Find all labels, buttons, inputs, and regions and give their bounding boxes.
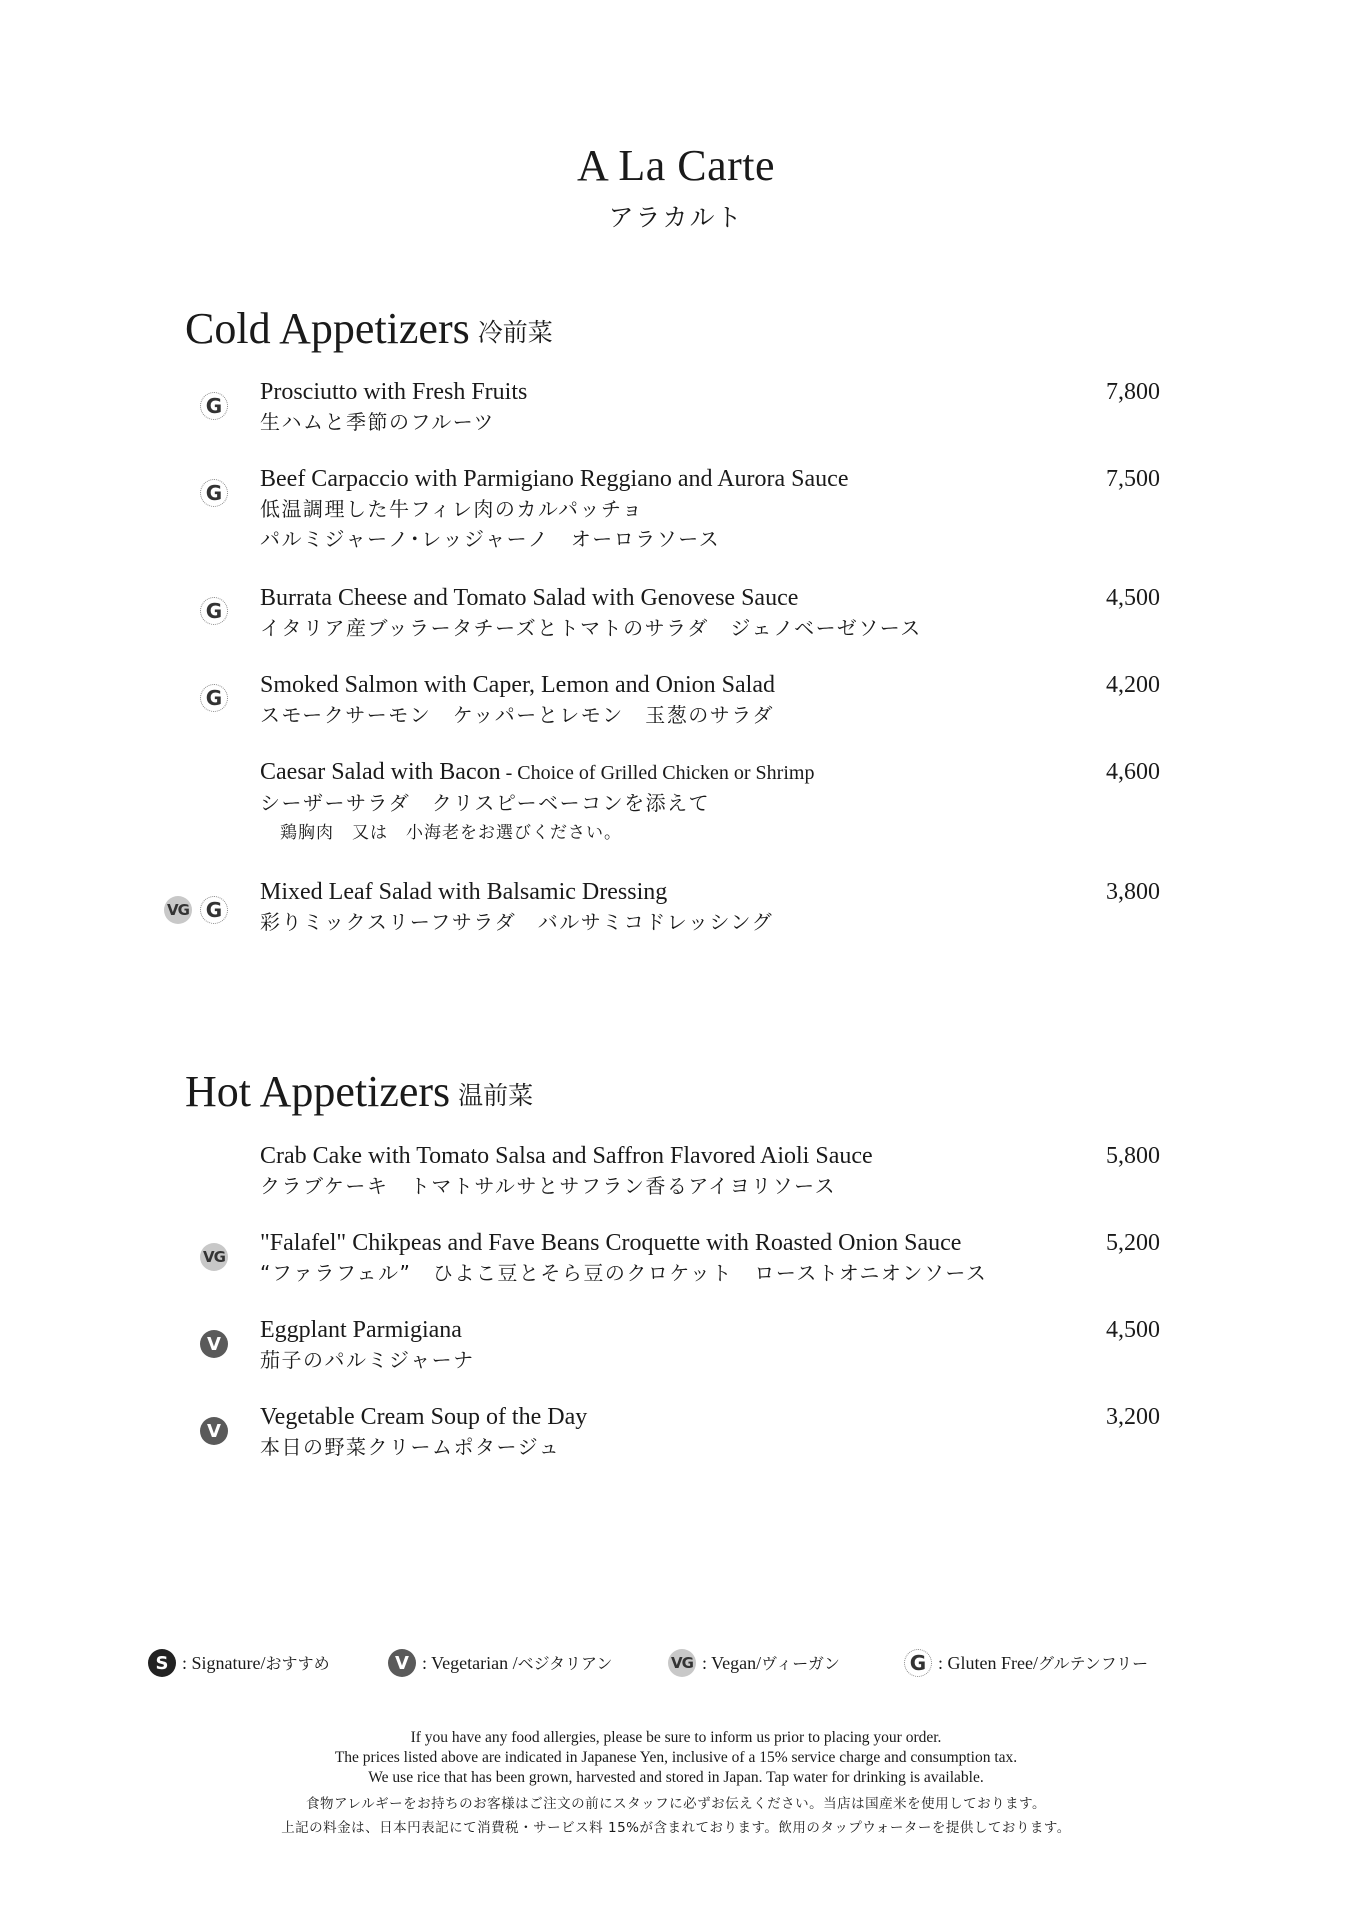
vegan-icon: VG: [200, 1243, 228, 1271]
footer-line: If you have any food allergies, please be sure to inform us prior to placing your order.: [410, 1729, 942, 1746]
item-price: 7,500: [1106, 466, 1160, 492]
legend-label-en: : Vegetarian /: [422, 1653, 518, 1673]
item-name: Mixed Leaf Salad with Balsamic Dressing: [260, 879, 668, 905]
menu-item: [260, 583, 1160, 643]
item-name-jp: イタリア産ブッラータチーズとトマトのサラダ ジェノベーゼソース: [260, 616, 922, 640]
legend-label-en: : Signature/: [182, 1653, 266, 1673]
menu-item: [260, 757, 1160, 848]
item-name: [260, 757, 1160, 788]
legend-label: [182, 1653, 330, 1674]
page-title: A La Carte: [576, 141, 776, 190]
item-name: Smoked Salmon with Caper, Lemon and Onion Salad: [260, 672, 775, 698]
footer-notice-jp: [0, 1792, 1352, 1840]
legend-label: [938, 1653, 1148, 1674]
item-name: Crab Cake with Tomato Salsa and Saffron Flavored Aioli Sauce: [260, 1143, 873, 1169]
item-price: 4,200: [1106, 672, 1160, 698]
vegetarian-icon: V: [200, 1417, 228, 1445]
item-name: Prosciutto with Fresh Fruits: [260, 379, 528, 405]
section-heading-cold: [185, 303, 553, 354]
menu-item: [260, 1141, 1160, 1201]
item-price: 4,600: [1106, 759, 1160, 785]
menu-item: [260, 670, 1160, 730]
vegetarian-icon: V: [200, 1330, 228, 1358]
item-price: 3,800: [1106, 879, 1160, 905]
item-name: Beef Carpaccio with Parmigiano Reggiano and Aurora Sauce: [260, 466, 849, 492]
item-name-jp: 低温調理した牛フィレ肉のカルパッチョ: [260, 497, 644, 521]
legend-label-jp: おすすめ: [265, 1654, 330, 1673]
gluten-free-icon: G: [904, 1649, 932, 1677]
item-price: 7,800: [1106, 379, 1160, 405]
item-name-jp-line2: パルミジャーノ･レッジャーノ オーロラソース: [260, 527, 721, 551]
item-name: "Falafel" Chikpeas and Fave Beans Croquette with Roasted Onion Sauce: [260, 1230, 962, 1256]
legend-label-jp: ベジタリアン: [517, 1654, 613, 1673]
gluten-free-icon: G: [200, 684, 228, 712]
legend: [0, 1648, 1352, 1678]
section-title: Hot Appetizers: [185, 1067, 451, 1116]
section-title: Cold Appetizers: [185, 304, 470, 353]
gluten-free-icon: G: [200, 597, 228, 625]
item-name-jp: “ファラフェル” ひよこ豆とそら豆のクロケット ローストオニオンソース: [260, 1261, 988, 1285]
item-name-jp: 生ハムと季節のフルーツ: [260, 410, 495, 434]
legend-label-jp: ヴィーガン: [761, 1654, 840, 1673]
item-name-main: Caesar Salad with Bacon: [260, 759, 501, 785]
item-price: 3,200: [1106, 1404, 1160, 1430]
item-price: 5,800: [1106, 1143, 1160, 1169]
vegan-icon: VG: [668, 1649, 696, 1677]
menu-item: [260, 1402, 1160, 1462]
menu-item: [260, 377, 1160, 437]
legend-label: [422, 1653, 612, 1674]
legend-label: [702, 1653, 840, 1674]
footer-line: We use rice that has been grown, harvested and stored in Japan. Tap water for drinking is available.: [368, 1769, 984, 1786]
section-title-jp: 温前菜: [458, 1081, 534, 1110]
page-subtitle: アラカルト: [608, 203, 744, 232]
signature-icon: S: [148, 1649, 176, 1677]
item-name-note: - Choice of Grilled Chicken or Shrimp: [500, 762, 815, 784]
menu-item: [260, 877, 1160, 937]
item-note-jp: 鶏胸肉 又は 小海老をお選びください。: [280, 823, 622, 843]
menu-item: [260, 1228, 1160, 1288]
footer-notice-en: [0, 1728, 1352, 1788]
item-name: Eggplant Parmigiana: [260, 1317, 462, 1343]
item-name-jp: スモークサーモン ケッパーとレモン 玉葱のサラダ: [260, 703, 774, 727]
gluten-free-icon: G: [200, 392, 228, 420]
item-name-jp: クラブケーキ トマトサルサとサフラン香るアイヨリソース: [260, 1174, 837, 1198]
legend-label-en: : Gluten Free/: [938, 1653, 1038, 1673]
item-name: Vegetable Cream Soup of the Day: [260, 1404, 588, 1430]
vegetarian-icon: V: [388, 1649, 416, 1677]
item-price: 4,500: [1106, 1317, 1160, 1343]
item-price: 4,500: [1106, 585, 1160, 611]
gluten-free-icon: G: [200, 896, 228, 924]
footer-line: The prices listed above are indicated in Japanese Yen, inclusive of a 15% service charge and consumption tax.: [334, 1749, 1018, 1766]
section-heading-hot: [185, 1066, 533, 1117]
item-name-jp: 茄子のパルミジャーナ: [260, 1348, 475, 1372]
gluten-free-icon: G: [200, 479, 228, 507]
footer-line: 上記の料金は、日本円表記にて消費税・サービス料 15%が含まれております。飲用のタップウォーターを提供しております。: [281, 1820, 1071, 1836]
item-price: 5,200: [1106, 1230, 1160, 1256]
legend-label-jp: グルテンフリー: [1037, 1654, 1149, 1673]
item-name-jp: 本日の野菜クリームポタージュ: [260, 1435, 561, 1459]
item-name: Burrata Cheese and Tomato Salad with Genovese Sauce: [260, 585, 799, 611]
item-name-jp: シーザーサラダ クリスピーベーコンを添えて: [260, 791, 711, 815]
legend-label-en: : Vegan/: [702, 1653, 762, 1673]
section-title-jp: 冷前菜: [477, 318, 553, 347]
item-name-jp: 彩りミックスリーフサラダ バルサミコドレッシング: [260, 910, 774, 934]
vegan-icon: VG: [164, 896, 192, 924]
menu-item: [260, 464, 1160, 554]
menu-item: [260, 1315, 1160, 1375]
footer-line: 食物アレルギーをお持ちのお客様はご注文の前にスタッフに必ずお伝えください。当店は国産米を使用しております。: [305, 1796, 1047, 1812]
